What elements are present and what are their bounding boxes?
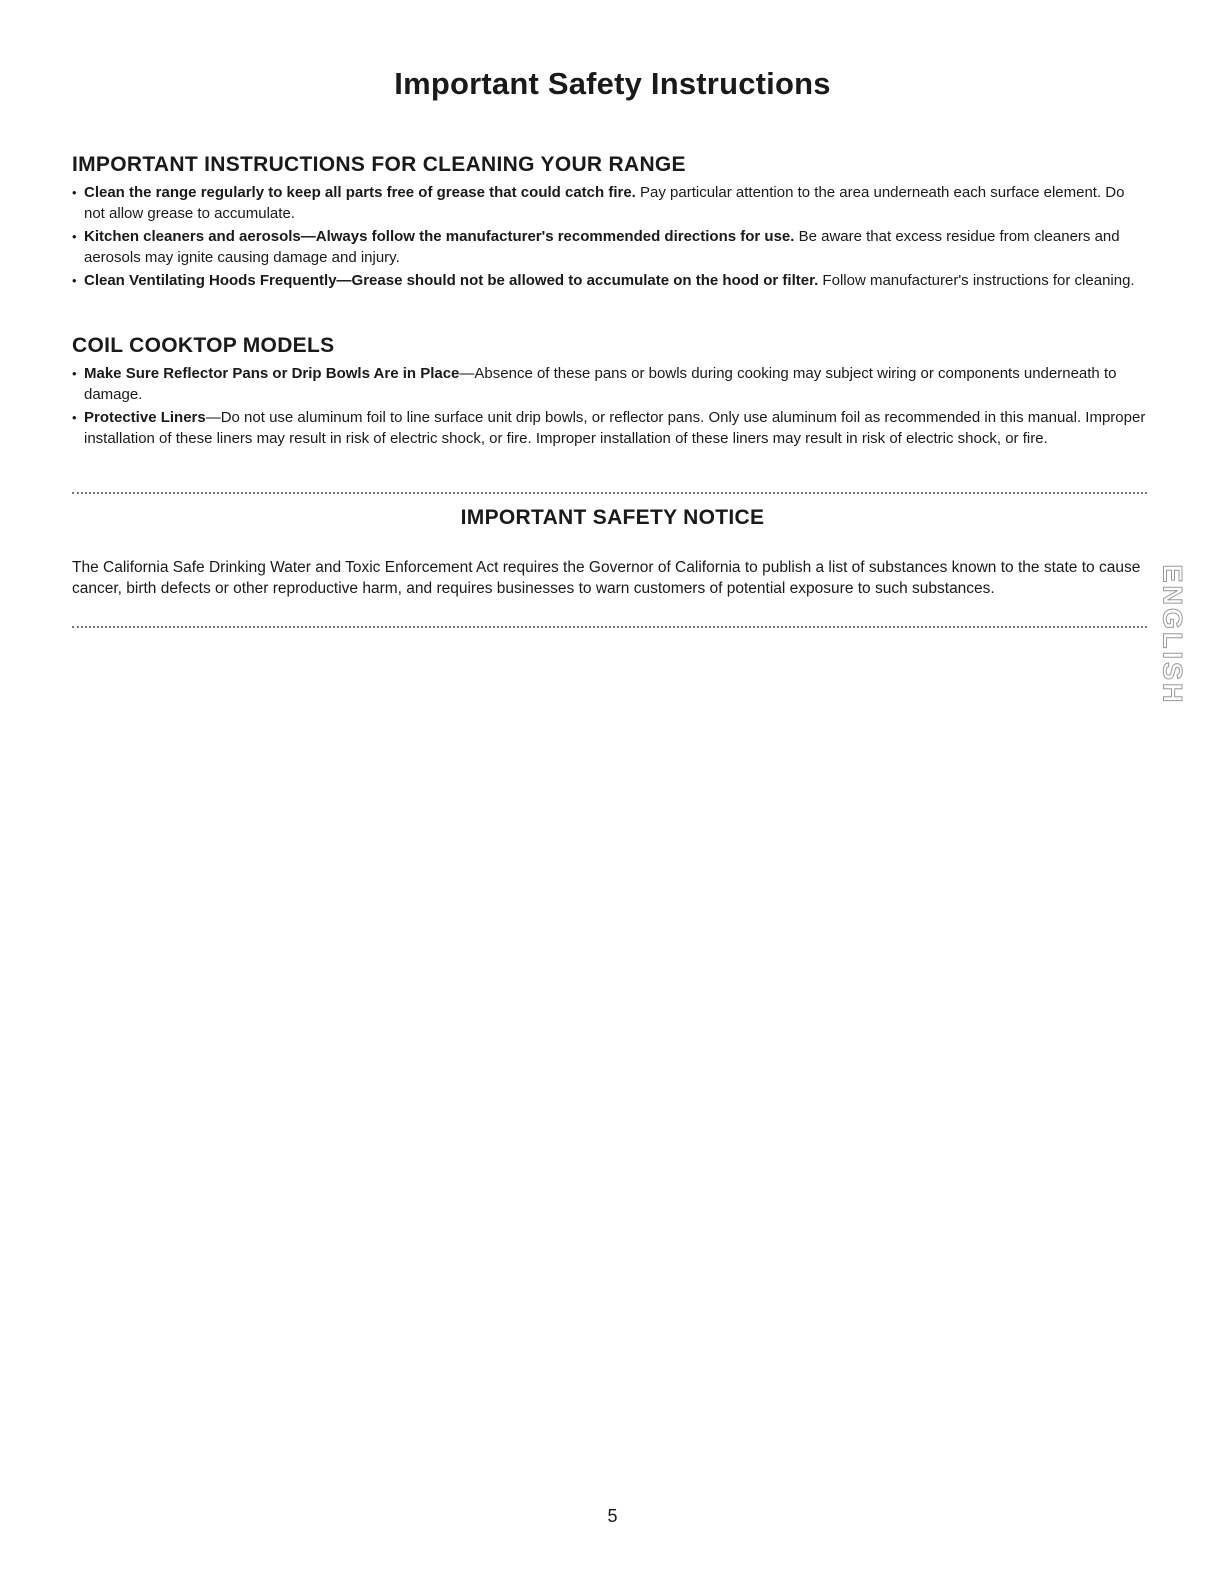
item-lead: Make Sure Reflector Pans or Drip Bowls Are in Place [84,365,460,382]
notice-heading: IMPORTANT SAFETY NOTICE [460,506,765,529]
item-lead: Protective Liners [84,408,206,426]
page-title: Important Safety Instructions [394,66,831,101]
item-text: Be aware that excess residue from cleaners and aerosols may ignite causing damage and injury. [84,227,1120,267]
coil-heading: COIL COOKTOP MODELS [72,334,335,357]
language-tab-label: ENGLISH [1157,564,1188,706]
list-item [72,407,1147,450]
item-lead: Clean Ventilating Hoods Frequently—Grease should not be allowed to accumulate on the hood or filter. [84,271,819,289]
item-text: —Absence of these pans or bowls during cooking may subject wiring or components underneath to damage. [84,365,1117,404]
notice-body: The California Safe Drinking Water and Toxic Enforcement Act requires the Governor of California to publish a list of substances known to the state to cause cancer, birth defects or other reproductive harm, and requires businesses to warn customers of potential exposure to such substances. [72,559,1141,597]
item-text: Follow manufacturer's instructions for cleaning. [818,271,1135,289]
list-item [72,182,1147,225]
list-item [72,270,1147,291]
bottom-divider [72,626,1147,628]
cleaning-list [72,182,1147,291]
item-text: Pay particular attention to the area underneath each surface element. Do not allow grease to accumulate. [84,184,1125,223]
coil-list [72,363,1147,450]
item-lead: Kitchen cleaners and aerosols—Always follow the manufacturer's recommended directions for use. [84,227,795,245]
top-divider [72,492,1147,494]
list-item [72,363,1147,406]
list-item [72,226,1147,269]
coil-section [72,334,1147,451]
cleaning-section [72,153,1147,292]
page-number: 5 [607,1506,618,1526]
language-tab [1154,560,1190,710]
item-text: —Do not use aluminum foil to line surface unit drip bowls, or reflector pans. Only use aluminum foil as recommended in this manual. Improper installation of these liners may result in risk of electric shock, or fire. Improper installation of these liners may result in risk of electric shock, or fire. [84,408,1146,448]
cleaning-heading: IMPORTANT INSTRUCTIONS FOR CLEANING YOUR RANGE [72,153,686,176]
item-lead: Clean the range regularly to keep all parts free of grease that could catch fire. [84,184,636,201]
